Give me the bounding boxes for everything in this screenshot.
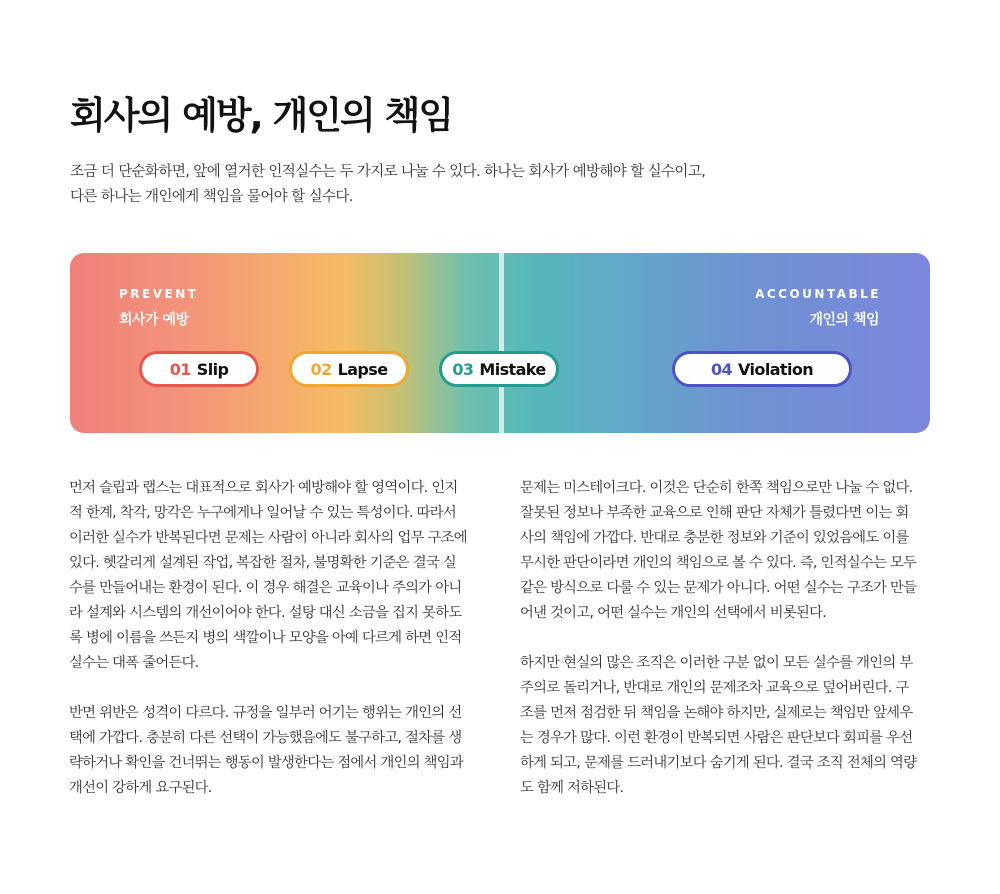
pill-label: Slip [196, 359, 229, 379]
right-column [520, 476, 920, 826]
band-divider [499, 253, 504, 433]
accountable-label: ACCOUNTABLE [755, 287, 881, 301]
pill-label: Violation [738, 359, 814, 379]
left-column [69, 476, 469, 826]
error-spectrum-band [70, 253, 930, 433]
lapse-pill [289, 351, 409, 387]
slip-pill [139, 351, 259, 387]
page-title: 회사의 예방, 개인의 책임 [70, 94, 453, 137]
intro-text [70, 160, 930, 210]
paragraph: 먼저 슬립과 랩스는 대표적으로 회사가 예방해야 할 영역이다. 인지적 한계, 착각, 망각은 누구에게나 일어날 수 있는 특성이다. 따라서 이러한 실수가 반복된다면 문제는 사람이 아니라 회사의 업무 구조에 있다. 헷갈리게 설계된 작업, 복잡한 절차, 불명확한 기준은 결국 실수를 만들어내는 환경이 된다. 이 경우 해결은 교육이나 주의가 아니라 설계와 시스템의 개선이어야 한다. 설탕 대신 소금을 집지 못하도록 병에 이름을 쓰든지 병의 색깔이나 모양을 아예 다르게 하면 인적실수는 대폭 줄어든다. [69, 480, 467, 671]
intro-line: 다른 하나는 개인에게 책임을 물어야 할 실수다. [70, 189, 353, 205]
paragraph: 하지만 현실의 많은 조직은 이러한 구분 없이 모든 실수를 개인의 부주의로 돌리거나, 반대로 개인의 문제조차 교육으로 덮어버린다. 구조를 먼저 점검한 뒤 책임을 논해야 하지만, 실제로는 책임만 앞세우는 경우가 많다. 이런 환경이 반복되면 사람은 판단보다 회피를 우선하게 되고, 문제를 드러내기보다 숨기게 된다. 결국 조직 전체의 역량도 함께 저하된다. [520, 655, 917, 796]
prevent-sublabel: 회사가 예방 [119, 312, 189, 328]
pill-label: Lapse [337, 359, 388, 379]
pill-label: Mistake [479, 359, 546, 379]
mistake-pill [439, 351, 559, 387]
intro-line: 조금 더 단순화하면, 앞에 열거한 인적실수는 두 가지로 나눌 수 있다. 하나는 회사가 예방해야 할 실수이고, [70, 164, 706, 180]
prevent-label: PREVENT [119, 287, 199, 301]
paragraph: 반면 위반은 성격이 다르다. 규정을 일부러 어기는 행위는 개인의 선택에 가깝다. 충분히 다른 선택이 가능했음에도 불구하고, 절차를 생략하거나 확인을 건너뛰는 행동이 발생한다는 점에서 개인의 책임과 개선이 강하게 요구된다. [69, 705, 464, 796]
pill-number: 03 [452, 359, 474, 379]
pill-number: 02 [310, 359, 332, 379]
pill-number: 01 [169, 359, 191, 379]
pill-number: 04 [710, 359, 733, 379]
violation-pill [672, 351, 852, 387]
accountable-sublabel: 개인의 책임 [809, 312, 879, 328]
paragraph: 문제는 미스테이크다. 이것은 단순히 한쪽 책임으로만 나눌 수 없다. 잘못된 정보나 부족한 교육으로 인해 판단 자체가 틀렸다면 이는 회사의 책임에 가깝다. 반대로 충분한 정보와 기준이 있었음에도 이를 무시한 판단이라면 개인의 책임으로 볼 수 있다. 즉, 인적실수는 모두 같은 방식으로 다룰 수 있는 문제가 아니다. 어떤 실수는 구조가 만들어낸 것이고, 어떤 실수는 개인의 선택에서 비롯된다. [520, 480, 917, 621]
